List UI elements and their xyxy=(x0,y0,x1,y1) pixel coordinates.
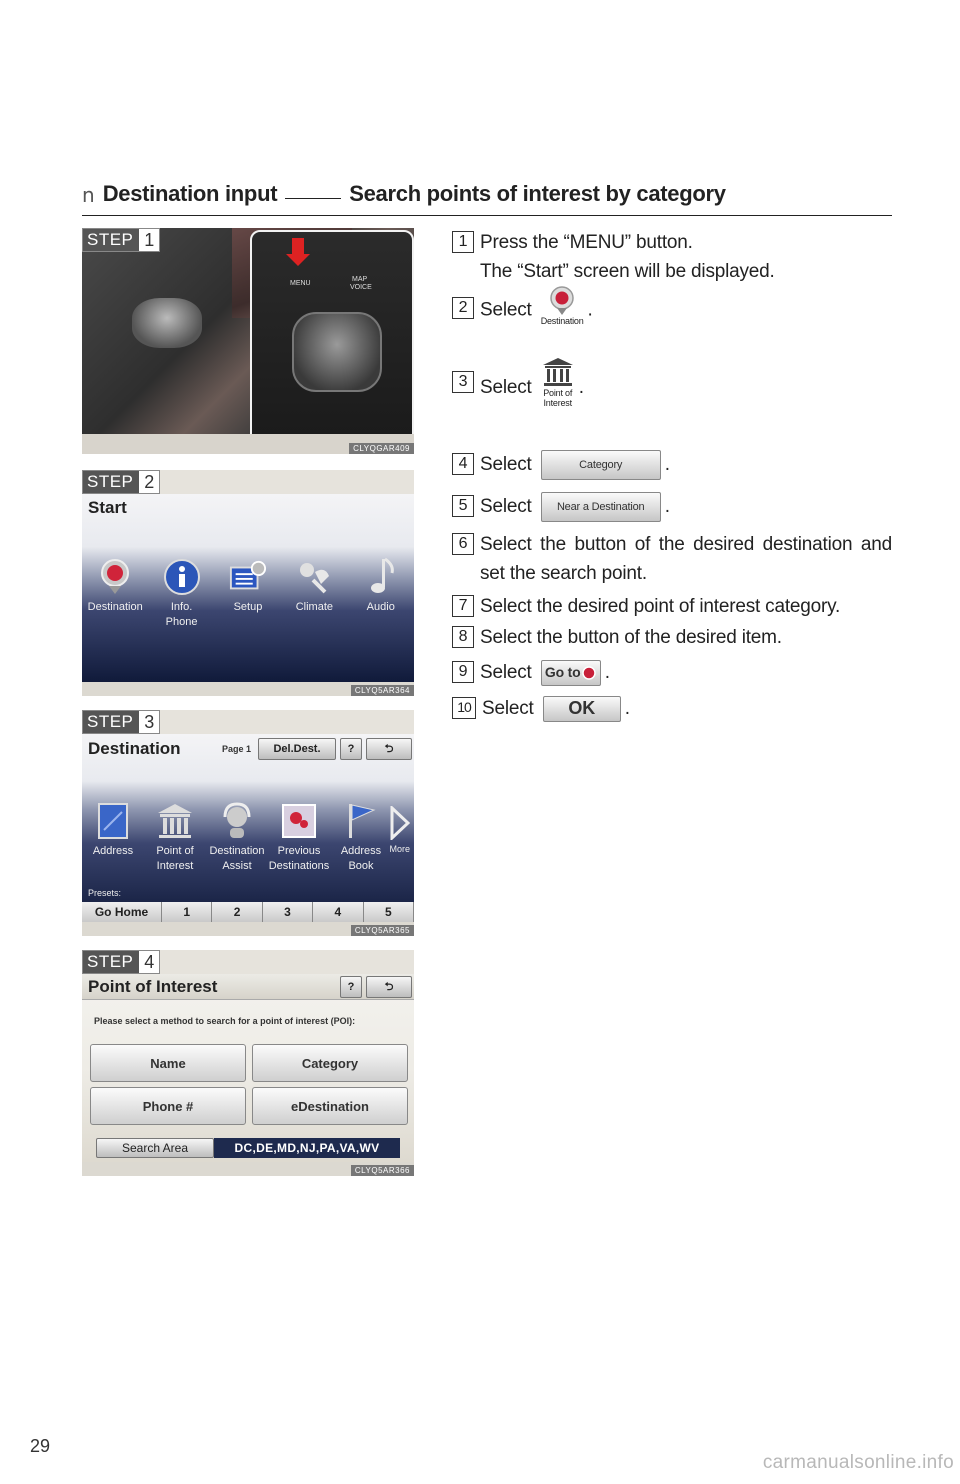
step1-photo xyxy=(82,228,414,454)
step-punct: . xyxy=(604,662,610,683)
step-punct: . xyxy=(664,496,670,518)
step-select-word: Select xyxy=(480,662,532,683)
destination-assist-item[interactable] xyxy=(207,802,267,874)
step4-screen xyxy=(82,950,414,1176)
destination-icon-row xyxy=(82,802,414,874)
info-icon xyxy=(163,558,201,596)
step-line-1: Press the “MENU” button. xyxy=(480,232,693,253)
step-number-box: 6 xyxy=(452,533,474,555)
near-destination-inline-button: Near a Destination xyxy=(541,492,661,522)
start-icon-row xyxy=(82,558,414,630)
step4-badge xyxy=(82,950,160,974)
poi-label: Point of Interest xyxy=(156,845,194,872)
step-number-box: 7 xyxy=(452,595,474,617)
remote-touch-knob xyxy=(132,298,202,348)
preset-go-home[interactable]: Go Home xyxy=(82,902,162,922)
destination-icon xyxy=(96,558,134,596)
step-number-box: 5 xyxy=(452,495,474,517)
step-number: 4 xyxy=(144,951,155,972)
step2-screen xyxy=(82,470,414,696)
info-phone-label: Info. Phone xyxy=(165,601,198,628)
poi-building-icon xyxy=(541,356,575,388)
step-text xyxy=(482,694,892,723)
step-punct: . xyxy=(664,454,670,476)
step3-screen xyxy=(82,710,414,936)
destination-assist-label: Destination Assist xyxy=(209,845,265,872)
step1-badge xyxy=(82,228,160,252)
step-number-box: 4 xyxy=(452,453,474,475)
edestination-button[interactable]: eDestination xyxy=(252,1087,408,1125)
step-item-10 xyxy=(452,694,892,723)
step-text xyxy=(480,658,892,687)
red-arrow-icon xyxy=(286,238,310,266)
voice-button-label: VOICE xyxy=(350,284,372,291)
back-button[interactable]: ⮌ xyxy=(366,738,412,760)
category-button[interactable]: Category xyxy=(252,1044,408,1082)
phone-button[interactable]: Phone # xyxy=(90,1087,246,1125)
poi-screen xyxy=(82,974,414,1162)
step-number: 2 xyxy=(144,471,155,492)
preset-1[interactable]: 1 xyxy=(162,902,212,922)
audio-label: Audio xyxy=(366,601,395,613)
screen-title: Destination xyxy=(88,739,181,758)
start-screen xyxy=(82,494,414,682)
go-to-inline-button xyxy=(541,660,601,686)
step-item-6 xyxy=(452,530,892,588)
address-book-label: Address Book xyxy=(340,845,382,872)
step-select-word: Select xyxy=(480,377,532,399)
step3-badge xyxy=(82,710,160,734)
heading-part-b: Search points of interest by category xyxy=(349,181,726,206)
step-item-3 xyxy=(452,368,892,408)
preset-2[interactable]: 2 xyxy=(212,902,262,922)
step-word: STEP xyxy=(83,229,139,251)
music-note-icon xyxy=(362,558,400,596)
step-number-box: 3 xyxy=(452,371,474,393)
map-button-label: MAP xyxy=(352,276,368,283)
headset-icon xyxy=(218,802,256,840)
search-area-button[interactable]: Search Area xyxy=(96,1138,214,1158)
image-code: CLYQGAR409 xyxy=(349,443,414,454)
heading-dash xyxy=(285,198,341,200)
point-of-interest-item[interactable] xyxy=(145,802,205,874)
category-inline-button: Category xyxy=(541,450,661,480)
destination-inline-icon xyxy=(541,286,584,327)
screen-title: Start xyxy=(88,498,127,517)
previous-destinations-label: Previous Destinations xyxy=(268,845,330,872)
step-select-word: Select xyxy=(480,496,532,518)
destination-pin-icon xyxy=(582,666,596,680)
step-word: STEP xyxy=(83,711,139,733)
step2-badge xyxy=(82,470,160,494)
step-select-word: Select xyxy=(482,698,534,719)
search-area-value: DC,DE,MD,NJ,PA,VA,WV xyxy=(214,1138,400,1158)
preset-5[interactable]: 5 xyxy=(364,902,414,922)
step-item-2 xyxy=(452,294,892,327)
destination-item[interactable] xyxy=(85,558,145,630)
step-text xyxy=(480,228,892,286)
step-word: STEP xyxy=(83,951,139,973)
step-text: Select the desired point of interest category. xyxy=(480,596,841,617)
step-number-box: 9 xyxy=(452,661,474,683)
presets-bar xyxy=(82,902,414,922)
step-item-9 xyxy=(452,658,892,687)
poi-building-icon xyxy=(156,802,194,840)
address-item[interactable] xyxy=(83,802,143,874)
preset-3[interactable]: 3 xyxy=(263,902,313,922)
destination-icon-caption: Destination xyxy=(540,316,584,326)
step-text xyxy=(480,492,892,522)
step-punct: . xyxy=(578,377,584,399)
watermark: carmanualsonline.info xyxy=(762,1452,954,1473)
previous-destinations-icon xyxy=(280,802,318,840)
step-select-word: Select xyxy=(480,454,532,476)
address-map-icon xyxy=(94,802,132,840)
setup-gear-icon xyxy=(229,558,267,596)
step-text xyxy=(480,368,892,408)
del-dest-button[interactable]: Del.Dest. xyxy=(258,738,336,760)
image-code: CLYQ5AR366 xyxy=(351,1165,414,1176)
back-button[interactable]: ⮌ xyxy=(366,976,412,998)
destination-icon xyxy=(548,286,576,316)
help-button[interactable]: ? xyxy=(340,738,362,760)
remote-touch-pad xyxy=(292,312,382,392)
step-number-box: 8 xyxy=(452,626,474,648)
heading-bullet: n xyxy=(82,183,95,207)
step-punct: . xyxy=(624,698,630,719)
name-button[interactable]: Name xyxy=(90,1044,246,1082)
step-item-1 xyxy=(452,228,892,286)
climate-fan-icon xyxy=(295,558,333,596)
image-code: CLYQ5AR364 xyxy=(351,685,414,696)
setup-label: Setup xyxy=(233,601,263,613)
page-indicator: Page 1 xyxy=(222,744,252,754)
step-number-box: 2 xyxy=(452,297,474,319)
step-number-box: 10 xyxy=(452,697,476,719)
image-code: CLYQ5AR365 xyxy=(351,925,414,936)
climate-item[interactable] xyxy=(284,558,344,630)
chevron-right-icon xyxy=(390,806,410,840)
flag-icon xyxy=(342,802,380,840)
destination-label: Destination xyxy=(87,601,143,613)
previous-destinations-item[interactable] xyxy=(269,802,329,874)
step-number: 1 xyxy=(144,229,155,250)
step-item-8 xyxy=(452,623,892,652)
more-label: More xyxy=(389,844,410,854)
help-button[interactable]: ? xyxy=(340,976,362,998)
poi-prompt: Please select a method to search for a point of interest (POI): xyxy=(94,1016,356,1026)
step-text: Select the button of the desired item. xyxy=(480,627,782,648)
closeup-inset xyxy=(250,230,414,448)
climate-label: Climate xyxy=(295,601,333,613)
ok-inline-button: OK xyxy=(543,696,621,722)
step-item-5 xyxy=(452,492,892,522)
step-word: STEP xyxy=(83,471,139,493)
address-label: Address xyxy=(92,845,134,857)
go-to-label: Go to xyxy=(544,664,581,681)
section-heading xyxy=(82,180,892,216)
step-line-2: The “Start” screen will be displayed. xyxy=(480,261,775,282)
poi-icon-caption: Point of Interest xyxy=(543,388,573,408)
step-text xyxy=(480,450,892,480)
step-text: Select the button of the desired destination and set the search point. xyxy=(480,534,892,584)
audio-item[interactable] xyxy=(351,558,411,630)
more-button[interactable] xyxy=(389,806,410,854)
step-text xyxy=(480,294,892,327)
presets-label: Presets: xyxy=(88,888,122,898)
step-item-7 xyxy=(452,592,892,621)
preset-4[interactable]: 4 xyxy=(313,902,363,922)
step-number: 3 xyxy=(144,711,155,732)
heading-part-a: Destination input xyxy=(102,181,278,206)
step-select-word: Select xyxy=(480,299,532,321)
menu-button-label: MENU xyxy=(290,280,311,287)
page-number: 29 xyxy=(30,1436,51,1456)
info-phone-item[interactable] xyxy=(152,558,212,630)
setup-item[interactable] xyxy=(218,558,278,630)
destination-screen xyxy=(82,734,414,922)
step-punct: . xyxy=(587,299,593,321)
poi-inline-icon xyxy=(541,356,575,408)
step-item-4 xyxy=(452,450,892,480)
screen-title: Point of Interest xyxy=(88,977,218,996)
step-number-box: 1 xyxy=(452,231,474,253)
address-book-item[interactable] xyxy=(331,802,391,874)
